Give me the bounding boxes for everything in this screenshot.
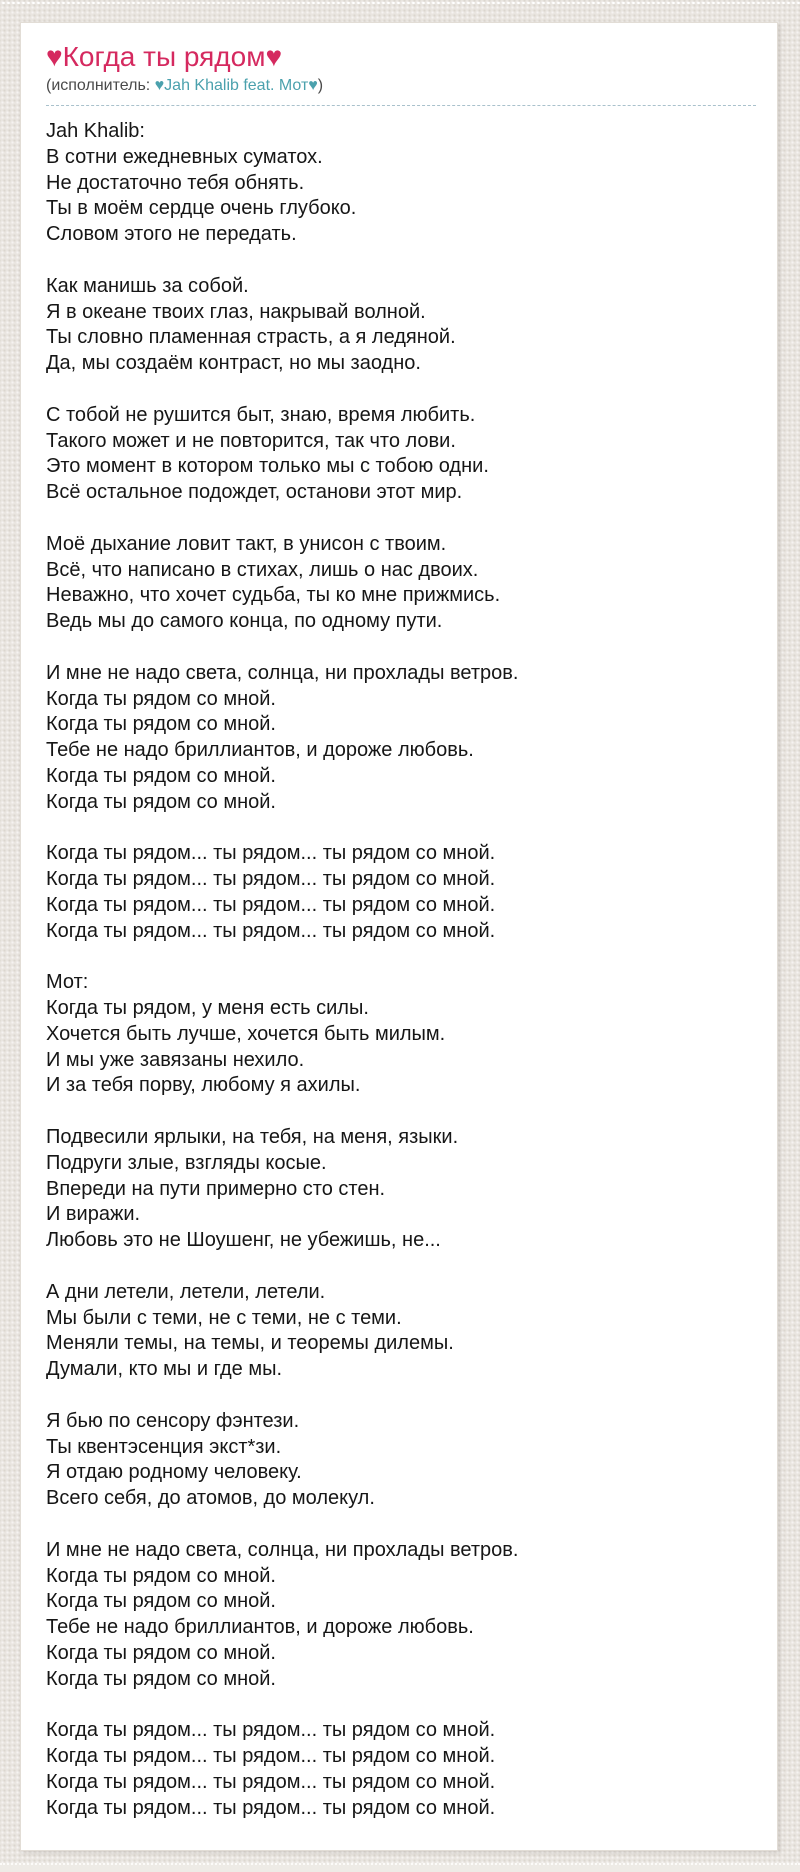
- stanza-11: И мне не надо света, солнца, ни прохлады ветров. Когда ты рядом со мной. Когда ты рядом со мной. Тебе не надо бриллиантов, и дороже любовь. Когда ты рядом со мной. Когда ты рядом со мной.: [46, 1538, 519, 1690]
- stanza-1: Jah Khalib: В сотни ежедневных суматох. Не достаточно тебя обнять. Ты в моём сердце очень глубоко. Словом этого не передать.: [46, 120, 357, 246]
- stanza-9: А дни летели, летели, летели. Мы были с теми, не с теми, не с теми. Меняли темы, на темы, и теоремы дилемы. Думали, кто мы и где мы.: [46, 1280, 454, 1381]
- stanza-7: Мот: Когда ты рядом, у меня есть силы. Хочется быть лучше, хочется быть милым. И мы уже завязаны нехило. И за тебя порву, любому я ахилы.: [46, 971, 446, 1097]
- artist-link[interactable]: ♥Jah Khalib feat. Мот♥: [154, 77, 318, 94]
- lyrics-card: [20, 22, 778, 1851]
- artist-label-suffix: ): [317, 77, 324, 94]
- song-header: [46, 42, 756, 106]
- song-title: ♥Когда ты рядом♥: [46, 41, 283, 72]
- bottom-texture-strip: [0, 1863, 800, 1872]
- stanza-12: Когда ты рядом... ты рядом... ты рядом со мной. Когда ты рядом... ты рядом... ты рядом со мной. Когда ты рядом... ты рядом... ты рядом со мной. Когда ты рядом... ты рядом... ты рядом со мной.: [46, 1719, 496, 1819]
- stanza-4: Моё дыхание ловит такт, в унисон с твоим. Всё, что написано в стихах, лишь о нас двоих. Неважно, что хочет судьба, ты ко мне прижмись. Ведь мы до самого конца, по одному пути.: [46, 532, 501, 633]
- stanza-5: И мне не надо света, солнца, ни прохлады ветров. Когда ты рядом со мной. Когда ты рядом со мной. Тебе не надо бриллиантов, и дороже любовь. Когда ты рядом со мной. Когда ты рядом со мной.: [46, 661, 519, 813]
- artist-line: [46, 76, 756, 95]
- stanza-6: Когда ты рядом... ты рядом... ты рядом со мной. Когда ты рядом... ты рядом... ты рядом со мной. Когда ты рядом... ты рядом... ты рядом со мной. Когда ты рядом... ты рядом... ты рядом со мной.: [46, 842, 496, 942]
- lyrics: [21, 106, 777, 1822]
- stanza-3: С тобой не рушится быт, знаю, время любить. Такого может и не повторится, так что лови. Это момент в котором только мы с тобою одни. Всё остальное подождет, останови этот мир.: [46, 403, 489, 504]
- artist-label-prefix: (исполнитель:: [46, 77, 155, 94]
- top-texture-strip: [0, 0, 800, 5]
- stanza-10: Я бью по сенсору фэнтези. Ты квентэсенция экст*зи. Я отдаю родному человеку. Всего себя, до атомов, до молекул.: [46, 1409, 375, 1510]
- stanza-2: Как манишь за собой. Я в океане твоих глаз, накрывай волной. Ты словно пламенная страсть, а я ледяной. Да, мы создаём контраст, но мы заодно.: [46, 274, 456, 375]
- stanza-8: Подвесили ярлыки, на тебя, на меня, языки. Подруги злые, взгляды косые. Впереди на пути примерно сто стен. И виражи. Любовь это не Шоушенг, не убежишь, не...: [46, 1126, 459, 1252]
